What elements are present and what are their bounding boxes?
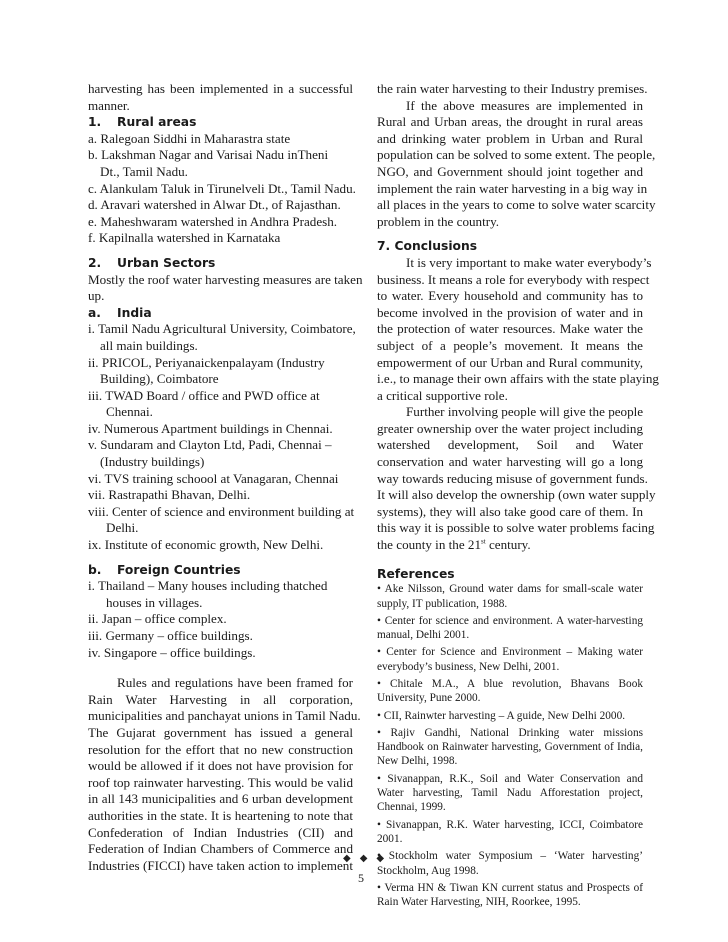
paragraph-line: The Gujarat government has issued a general	[88, 724, 353, 740]
paragraph-line: Further involving people will give the people	[406, 404, 644, 420]
paragraph-line: Federation of Indian Chambers of Commerce and	[88, 841, 353, 857]
paragraph-line: business. It means a role for everybody with respect	[377, 271, 650, 287]
paragraph-line: It is very important to make water everybody’s	[406, 254, 652, 270]
paragraph-line: this way it is possible to solve water problems facing	[377, 520, 655, 536]
paragraph-line: Mostly the roof water harvesting measures are taken	[88, 271, 363, 287]
references-list	[377, 582, 643, 909]
reference-item: • Sivanappan, R.K. Water harvesting, ICCI, Coimbatore 2001.	[377, 818, 643, 845]
reference-item: • Rajiv Gandhi, National Drinking water missions Handbook on Rainwater harvesting, Government of India, New Delhi, 1998.	[377, 726, 643, 768]
section-heading-conclusions: 7. Conclusions	[377, 239, 478, 254]
paragraph-line: greater ownership over the water project including	[377, 420, 643, 436]
paragraph-line: Rural and Urban areas, the drought in rural areas	[377, 114, 643, 130]
list-item: f. Kapilnalla watershed in Karnataka	[88, 230, 281, 246]
paragraph-line: and drinking water problem in Urban and Rural	[377, 130, 643, 146]
list-item-continuation: Chennai.	[106, 404, 153, 420]
reference-item: • Verma HN & Tiwan KN current status and Prospects of Rain Water Harvesting, NIH, Roorkee, 1995.	[377, 881, 643, 909]
right-column	[377, 81, 659, 912]
paragraph-line: implement the rain water harvesting in a big way in	[377, 180, 648, 196]
list-item-continuation: Building), Coimbatore	[100, 371, 219, 387]
paragraph-line: subject of a people’s movement. It means the	[377, 337, 643, 353]
list-item: iv. Singapore – office buildings.	[88, 644, 256, 660]
list-item: vii. Rastrapathi Bhavan, Delhi.	[88, 487, 251, 503]
paragraph-line: resolution for the effort that no new construction	[88, 741, 353, 757]
list-item-continuation: Delhi.	[106, 520, 139, 536]
paragraph-line: Rules and regulations have been framed for	[117, 675, 353, 691]
list-item-continuation: all main buildings.	[100, 337, 198, 353]
paragraph-line: would be allowed if it does not have provision for	[88, 758, 353, 774]
list-item-continuation: Dt., Tamil Nadu.	[100, 163, 188, 179]
paragraph-line: to water. Every household and community has to	[377, 288, 643, 304]
paragraph-line: empowerment of our Urban and Rural community,	[377, 354, 643, 370]
list-item-continuation: houses in villages.	[106, 594, 203, 610]
list-item: c. Alankulam Taluk in Tirunelveli Dt., Tamil Nadu.	[88, 180, 356, 196]
reference-item: • Chitale M.A., A blue revolution, Bhavans Book University, Pune 2000.	[377, 678, 643, 705]
paragraph-line: watershed development, Soil and Water	[377, 437, 643, 453]
list-item: i. Tamil Nadu Agricultural University, Coimbatore,	[88, 321, 356, 337]
paragraph-line: roof top rainwater harvesting. This would be valid	[88, 774, 353, 790]
reference-item: • Stockholm water Symposium – ‘Water harvesting’ Stockholm, Aug 1998.	[377, 850, 643, 877]
list-item: ii. PRICOL, Periyanaickenpalayam (Industry	[88, 354, 325, 370]
left-column	[88, 81, 363, 874]
paragraph-line: a critical supportive role.	[377, 387, 508, 403]
list-item-continuation: (Industry buildings)	[100, 454, 205, 470]
list-item: a. Ralegoan Siddhi in Maharastra state	[88, 130, 291, 146]
paragraph-line: Industries (FICCI) have taken action to implement	[88, 857, 353, 873]
list-item: ii. Japan – office complex.	[88, 611, 227, 627]
list-item: iii. TWAD Board / office and PWD office at	[88, 387, 320, 403]
paragraph-line: It will also develop the ownership (own water supply	[377, 487, 656, 503]
list-item: iii. Germany – office buildings.	[88, 628, 253, 643]
paragraph-line: the protection of water resources. Make water the	[377, 321, 643, 337]
reference-item: • Center for science and environment. A water-harvesting manual, Delhi 2001.	[377, 614, 643, 642]
paragraph-line-century: the county in the 21st century.	[377, 537, 531, 553]
paragraph-line: conservation and water harvesting will go a long	[377, 454, 643, 470]
paragraph-line: systems), they will also take good care of them. In	[377, 503, 643, 519]
diamond-ornament-icon: ◆◆◆	[343, 853, 394, 864]
page-number: 5	[358, 871, 364, 885]
list-item: b. Lakshman Nagar and Varisai Nadu inTheni	[88, 147, 329, 163]
section-heading-references: References	[377, 566, 455, 581]
paragraph-line: problem in the country.	[377, 213, 500, 229]
paragraph-line: Rain Water Harvesting in all corporation,	[88, 691, 353, 707]
paragraph-line: way towards reducing misuse of government funds.	[377, 470, 648, 486]
paragraph-line: authorities in the state. It is heartening to note that	[88, 807, 353, 823]
list-item: ix. Institute of economic growth, New Delhi.	[88, 537, 324, 553]
list-item: vi. TVS training schoool at Vanagaran, Chennai	[88, 470, 339, 486]
section-heading-rural: 1. Rural areas	[88, 115, 197, 130]
section-heading-urban: 2. Urban Sectors	[88, 255, 216, 270]
paragraph-line: become involved in the provision of water and in	[377, 304, 643, 320]
paragraph-line: NGO, and Government should joint together and	[377, 163, 643, 179]
intro-line: manner.	[88, 97, 130, 113]
paragraph-line: municipalities and panchayat unions in Tamil Nadu.	[88, 708, 361, 724]
list-item: d. Aravari watershed in Alwar Dt., of Rajasthan.	[88, 197, 341, 213]
list-item: viii. Center of science and environment building at	[88, 503, 355, 519]
paragraph-line: all places in the years to come to solve water scarcity	[377, 197, 656, 213]
reference-item: • Ake Nilsson, Ground water dams for small-scale water supply, IT publication, 1988.	[377, 583, 643, 610]
section-heading-foreign: b. Foreign Countries	[88, 562, 241, 577]
paragraph-line: the rain water harvesting to their Industry premises.	[377, 81, 648, 96]
reference-item: • Sivanappan, R.K., Soil and Water Conservation and Water harvesting, Tamil Nadu Afforestation project, Chennai, 1999.	[377, 772, 643, 814]
paragraph-line: If the above measures are implemented in	[406, 97, 643, 113]
list-item: v. Sundaram and Clayton Ltd, Padi, Chennai –	[88, 437, 332, 453]
reference-item: • Center for Science and Environment – Making water everybody’s business, New Delhi, 2001.	[377, 646, 643, 673]
paragraph-line: population can be solved to some extent. The people,	[377, 147, 656, 163]
paragraph-line: i.e., to manage their own affairs with the state playing	[377, 371, 659, 387]
list-item: e. Maheshwaram watershed in Andhra Pradesh.	[88, 213, 338, 229]
intro-line: harvesting has been implemented in a successful	[88, 81, 353, 96]
section-heading-india: a. India	[88, 305, 152, 320]
list-item: iv. Numerous Apartment buildings in Chennai.	[88, 420, 333, 436]
paragraph-line: Confederation of Indian Industries (CII) and	[88, 824, 353, 840]
paragraph-line: up.	[88, 288, 105, 304]
paragraph-line: in all 143 municipalities and 6 urban development	[88, 791, 353, 807]
reference-item: • CII, Rainwter harvesting – A guide, New Delhi 2000.	[377, 709, 626, 722]
list-item: i. Thailand – Many houses including thatched	[88, 578, 328, 594]
